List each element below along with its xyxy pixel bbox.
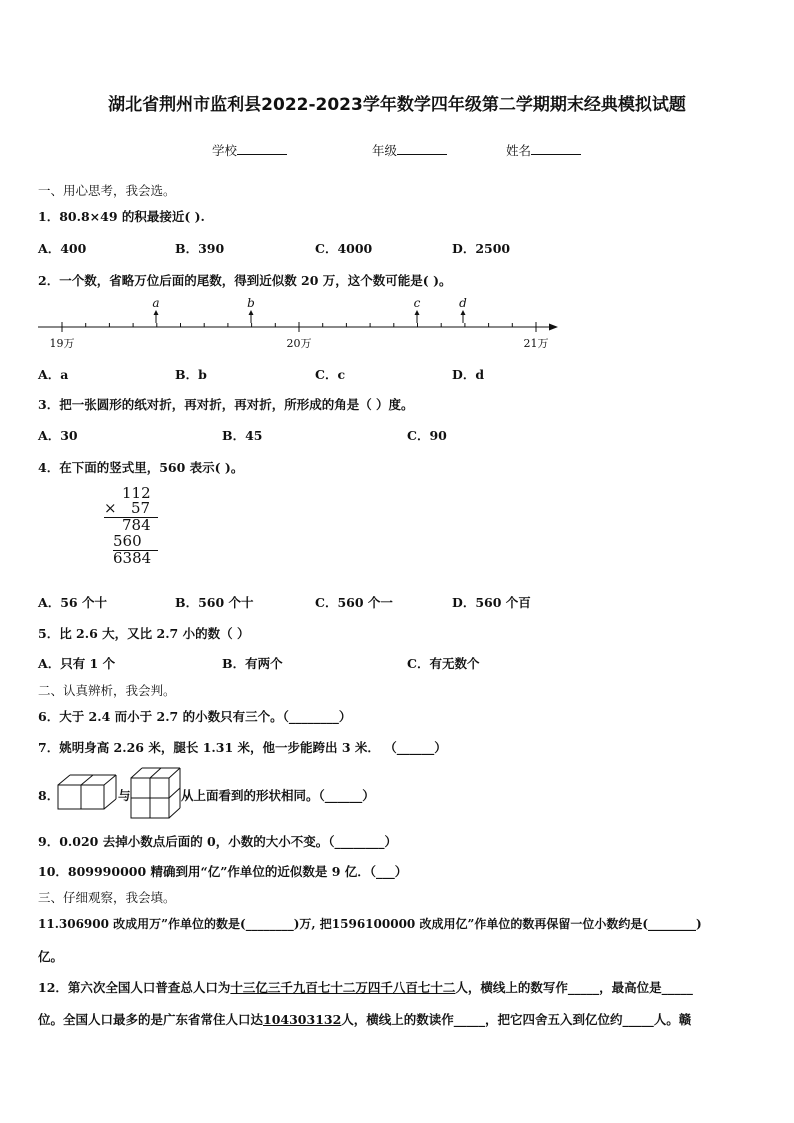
mark-c-label: c bbox=[413, 296, 421, 310]
school-field[interactable] bbox=[212, 141, 287, 159]
label-20wan: 20万 bbox=[286, 337, 312, 350]
q12-part3: 位。全国人口最多的是广东省常住人口达 bbox=[38, 1012, 264, 1027]
q2-option-a[interactable]: A．a bbox=[38, 367, 69, 382]
q5-option-a[interactable]: A．只有 1 个 bbox=[38, 656, 116, 671]
q1-option-d[interactable]: D．2500 bbox=[452, 241, 511, 256]
q3-text: 3．把一张圆形的纸对折，再对折，再对折，所形成的角是（ ）度。 bbox=[38, 397, 414, 412]
label-19wan: 19万 bbox=[49, 337, 75, 350]
section-1-heading: 一、用心思考，我会选。 bbox=[38, 183, 176, 198]
q11-line1: 11.306900 改成用万”作单位的数是(________)万, 把1596100000 改成用亿”作单位的数再保留一位小数约是(________) bbox=[38, 917, 702, 931]
grade-label: 年级 bbox=[372, 143, 398, 158]
product: 6384 bbox=[113, 549, 152, 567]
q5-text: 5．比 2.6 大，又比 2.7 小的数（ ） bbox=[38, 626, 250, 641]
grade-blank[interactable] bbox=[397, 142, 447, 155]
partial-product-2: 560 bbox=[113, 532, 142, 550]
q10-text: 10．809990000 精确到用“亿”作单位的近似数是 9 亿．（___） bbox=[38, 864, 408, 879]
name-label: 姓名 bbox=[506, 143, 532, 158]
q1-text: 1．80.8×49 的积最接近( ). bbox=[38, 209, 205, 224]
mark-a-label: a bbox=[152, 296, 160, 310]
section-3-heading: 三、仔细观察，我会填。 bbox=[38, 890, 176, 905]
q1-option-c[interactable]: C．4000 bbox=[315, 241, 373, 256]
name-field[interactable] bbox=[506, 141, 581, 159]
q12-part1: 12．第六次全国人口普查总人口为 bbox=[38, 980, 231, 995]
q4-option-d[interactable]: D．560 个百 bbox=[452, 595, 531, 610]
q6-text: 6．大于 2.4 而小于 2.7 的小数只有三个。（________） bbox=[38, 709, 352, 724]
cuboid-figure-1 bbox=[57, 772, 119, 812]
q4-text: 4．在下面的竖式里，560 表示( )。 bbox=[38, 460, 244, 475]
q2-option-b[interactable]: B．b bbox=[175, 367, 207, 382]
q1-option-a[interactable]: A．400 bbox=[38, 241, 87, 256]
q12-part4: 人，横线上的数读作_____，把它四舍五入到亿位约_____人。赣 bbox=[341, 1012, 692, 1027]
mark-b-label: b bbox=[247, 296, 255, 310]
label-21wan: 21万 bbox=[523, 337, 549, 350]
q12-line2 bbox=[38, 1010, 691, 1028]
q7-text: 7．姚明身高 2.26 米，腿长 1.31 米，他一步能跨出 3 米． （______） bbox=[38, 740, 447, 755]
number-line bbox=[30, 295, 570, 355]
q11-line2: 亿。 bbox=[38, 949, 64, 964]
page-title: 湖北省荆州市监利县2022-2023学年数学四年级第二学期期末经典模拟试题 bbox=[108, 95, 686, 115]
cube-figure-2 bbox=[130, 766, 182, 820]
school-label: 学校 bbox=[212, 143, 238, 158]
school-blank[interactable] bbox=[237, 142, 287, 155]
q8-suffix: 从上面看到的形状相同。（______） bbox=[181, 788, 375, 803]
q4-option-a[interactable]: A．56 个十 bbox=[38, 595, 107, 610]
q8-mid: 与 bbox=[118, 788, 131, 803]
q12-line1 bbox=[38, 978, 693, 996]
vertical-multiplication bbox=[100, 484, 164, 570]
section-2-heading: 二、认真辨析，我会判。 bbox=[38, 683, 176, 698]
q12-part2: 人，横线上的数写作_____，最高位是_____ bbox=[455, 980, 693, 995]
q9-text: 9．0.020 去掉小数点后面的 0，小数的大小不变。（________） bbox=[38, 834, 397, 849]
grade-field[interactable] bbox=[372, 141, 447, 159]
number-line-arrowhead bbox=[549, 324, 558, 331]
q4-option-c[interactable]: C．560 个一 bbox=[315, 595, 393, 610]
multiplier: 57 bbox=[131, 499, 151, 517]
q2-option-c[interactable]: C．c bbox=[315, 367, 346, 382]
q2-option-d[interactable]: D．d bbox=[452, 367, 485, 382]
q8-prefix: 8． bbox=[38, 788, 60, 803]
q2-text: 2．一个数，省略万位后面的尾数，得到近似数 20 万，这个数可能是( )。 bbox=[38, 273, 452, 288]
q12-underlined-number: 104303132 bbox=[263, 1012, 342, 1027]
q1-option-b[interactable]: B．390 bbox=[175, 241, 225, 256]
q3-option-c[interactable]: C．90 bbox=[407, 428, 447, 443]
times-sign: × bbox=[104, 499, 117, 517]
q3-option-b[interactable]: B．45 bbox=[222, 428, 263, 443]
q5-option-c[interactable]: C．有无数个 bbox=[407, 656, 480, 671]
q3-option-a[interactable]: A．30 bbox=[38, 428, 78, 443]
q4-option-b[interactable]: B．560 个十 bbox=[175, 595, 254, 610]
q5-option-b[interactable]: B．有两个 bbox=[222, 656, 283, 671]
q12-underlined-number-words: 十三亿三千九百七十二万四千八百七十二 bbox=[230, 980, 456, 995]
mark-d-label: d bbox=[459, 296, 467, 310]
partial-product-1: 784 bbox=[122, 516, 151, 534]
name-blank[interactable] bbox=[531, 142, 581, 155]
multiplicand: 112 bbox=[122, 484, 151, 502]
